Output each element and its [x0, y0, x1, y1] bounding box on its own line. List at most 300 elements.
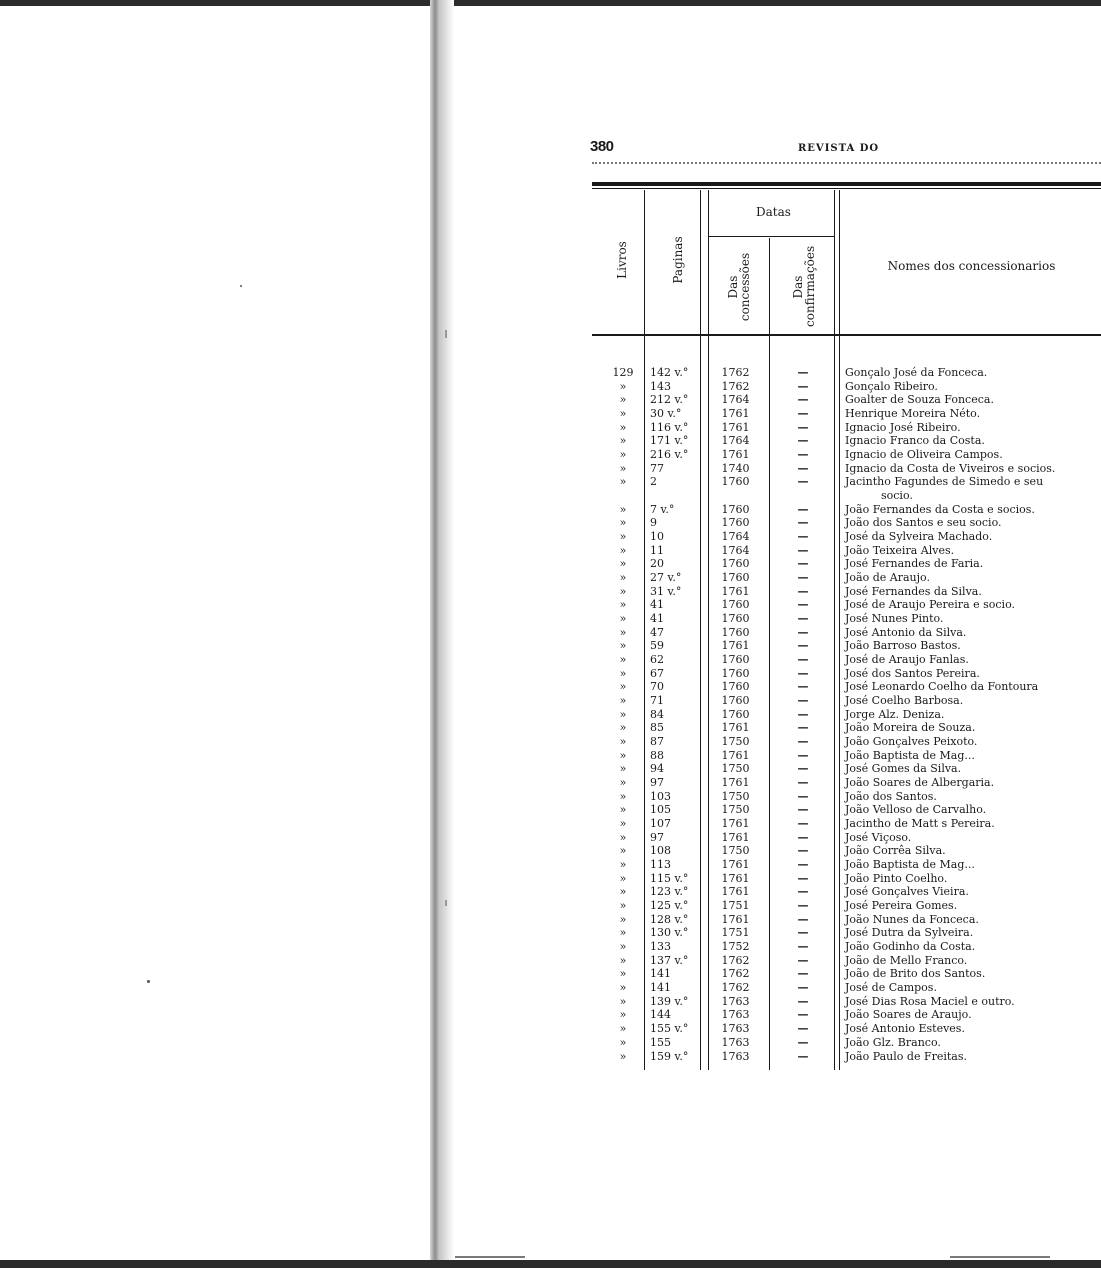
- cell-nome: João Velloso de Carvalho.: [845, 803, 987, 817]
- cell-concessao: 1761: [721, 420, 750, 434]
- cell-livro: »: [619, 598, 627, 612]
- cell-concessao: 1761: [721, 639, 750, 653]
- cell-pagina: 77: [650, 461, 664, 475]
- cell-concessao: 1762: [721, 981, 750, 995]
- cell-livro: »: [619, 584, 627, 598]
- cell-livro: »: [619, 721, 627, 735]
- cell-concessao: 1740: [721, 461, 750, 475]
- cell-pagina: 143: [650, 379, 671, 393]
- cell-confirmacao: —: [797, 530, 809, 544]
- cell-confirmacao: —: [797, 625, 809, 639]
- cell-concessao: 1761: [721, 817, 750, 831]
- table-row: [592, 926, 1101, 940]
- cell-confirmacao: —: [797, 967, 809, 981]
- cell-pagina: 97: [650, 830, 664, 844]
- cell-pagina: 142 v.°: [650, 366, 689, 379]
- table-row: [592, 831, 1101, 845]
- cell-livro: »: [619, 953, 627, 967]
- cell-concessao: 1761: [721, 776, 750, 790]
- cell-confirmacao: —: [797, 680, 809, 694]
- table-row: [592, 858, 1101, 872]
- cell-concessao: 1762: [721, 953, 750, 967]
- cell-concessao: 1764: [721, 530, 750, 544]
- cell-livro: »: [619, 1008, 627, 1022]
- cell-concessao: 1761: [721, 748, 750, 762]
- cell-concessao: 1763: [721, 1049, 750, 1063]
- cell-livro: »: [619, 448, 627, 462]
- cell-nome: João Fernandes da Costa e socios.: [845, 502, 1035, 516]
- cell-nome: José de Araujo Fanlas.: [845, 653, 969, 667]
- table-row: [592, 967, 1101, 981]
- cell-nome: José Gomes da Silva.: [845, 762, 962, 776]
- cell-pagina: 107: [650, 817, 671, 831]
- cell-confirmacao: —: [797, 653, 809, 667]
- cell-livro: »: [619, 830, 627, 844]
- cell-livro: »: [619, 981, 627, 995]
- cell-confirmacao: —: [797, 666, 809, 680]
- cell-livro: »: [619, 461, 627, 475]
- cell-nome: José da Sylveira Machado.: [845, 530, 993, 544]
- cell-confirmacao: —: [797, 557, 809, 571]
- datas-subrule: [708, 236, 834, 237]
- cell-livro: »: [619, 789, 627, 803]
- header-nomes: Nomes dos concessionarios: [887, 259, 1056, 273]
- cell-pagina: 31 v.°: [650, 584, 682, 598]
- table-row: [592, 434, 1101, 448]
- header-datas: Datas: [756, 205, 791, 219]
- cell-confirmacao: —: [797, 1049, 809, 1063]
- cell-nome: João Glz. Branco.: [845, 1035, 941, 1049]
- table-top-rule: [592, 182, 1101, 186]
- cell-pagina: 7 v.°: [650, 502, 675, 516]
- cell-confirmacao: —: [797, 762, 809, 776]
- table-row: [592, 366, 1101, 380]
- table-row: [592, 844, 1101, 858]
- cell-confirmacao: —: [797, 817, 809, 831]
- cell-nome: Ignacio José Ribeiro.: [845, 420, 961, 434]
- cell-nome: José dos Santos Pereira.: [845, 666, 980, 680]
- cell-confirmacao: —: [797, 858, 809, 872]
- cell-pagina: 212 v.°: [650, 393, 689, 407]
- cell-confirmacao: —: [797, 776, 809, 790]
- cell-confirmacao: —: [797, 612, 809, 626]
- table-row: [592, 421, 1101, 435]
- cell-confirmacao: —: [797, 639, 809, 653]
- table-row: [592, 516, 1101, 530]
- cell-concessao: 1760: [721, 475, 750, 489]
- cell-pagina: 103: [650, 789, 671, 803]
- cell-concessao: 1750: [721, 803, 750, 817]
- cell-pagina: 116 v.°: [650, 420, 689, 434]
- table-row: [592, 503, 1101, 517]
- cell-pagina: 216 v.°: [650, 448, 689, 462]
- cell-pagina: 70: [650, 680, 664, 694]
- table-row: [592, 557, 1101, 571]
- cell-confirmacao: —: [797, 789, 809, 803]
- cell-nome: Jacintho de Matt s Pereira.: [845, 817, 995, 831]
- cell-nome: José Viçoso.: [845, 830, 912, 844]
- cell-nome: José de Campos.: [845, 981, 937, 995]
- table-row: [592, 667, 1101, 681]
- cell-concessao: 1750: [721, 789, 750, 803]
- cell-concessao: 1760: [721, 516, 750, 530]
- cell-nome: Jacintho Fagundes de Simedo e seu: [845, 475, 1044, 489]
- cell-confirmacao: —: [797, 1022, 809, 1036]
- cell-confirmacao: —: [797, 434, 809, 448]
- cell-confirmacao: —: [797, 885, 809, 899]
- cell-livro: »: [619, 844, 627, 858]
- table-row: [592, 380, 1101, 394]
- cell-pagina: 11: [650, 543, 664, 557]
- cell-confirmacao: —: [797, 844, 809, 858]
- cell-livro: 129: [612, 366, 634, 379]
- cell-livro: »: [619, 516, 627, 530]
- cell-pagina: 2: [650, 475, 657, 489]
- cell-nome: Gonçalo José da Fonceca.: [845, 366, 988, 379]
- cell-pagina: 20: [650, 557, 664, 571]
- cell-livro: »: [619, 1022, 627, 1036]
- cell-pagina: 59: [650, 639, 664, 653]
- cell-confirmacao: —: [797, 912, 809, 926]
- cell-pagina: 41: [650, 612, 664, 626]
- cell-nome: João de Araujo.: [845, 571, 930, 585]
- cell-confirmacao: —: [797, 981, 809, 995]
- table-row: [592, 393, 1101, 407]
- cell-nome: João Barroso Bastos.: [845, 639, 961, 653]
- cell-confirmacao: —: [797, 926, 809, 940]
- cell-confirmacao: —: [797, 940, 809, 954]
- cell-livro: »: [619, 912, 627, 926]
- scan-bottom-edge: [0, 1260, 1101, 1268]
- cell-concessao: 1760: [721, 694, 750, 708]
- cell-concessao: 1764: [721, 393, 750, 407]
- table-row: [592, 885, 1101, 899]
- cell-pagina: 67: [650, 666, 664, 680]
- cell-pagina: 141: [650, 967, 671, 981]
- cell-livro: »: [619, 762, 627, 776]
- cell-pagina: 88: [650, 748, 664, 762]
- cell-confirmacao: —: [797, 994, 809, 1008]
- bottom-mark: [455, 1256, 525, 1258]
- table-row: [592, 462, 1101, 476]
- cell-confirmacao: —: [797, 502, 809, 516]
- cell-nome: José Fernandes de Faria.: [845, 557, 984, 571]
- cell-pagina: 159 v.°: [650, 1049, 689, 1063]
- cell-livro: »: [619, 653, 627, 667]
- table-row: [592, 571, 1101, 585]
- cell-nome: José Antonio da Silva.: [845, 625, 967, 639]
- cell-livro: »: [619, 680, 627, 694]
- cell-concessao: 1751: [721, 926, 750, 940]
- cell-concessao: 1760: [721, 571, 750, 585]
- cell-livro: »: [619, 407, 627, 420]
- cell-confirmacao: —: [797, 953, 809, 967]
- cell-concessao: 1760: [721, 680, 750, 694]
- cell-confirmacao: —: [797, 735, 809, 749]
- cell-nome: João Soares de Araujo.: [845, 1008, 972, 1022]
- cell-concessao: 1750: [721, 735, 750, 749]
- cell-concessao: 1760: [721, 625, 750, 639]
- cell-nome: José Coelho Barbosa.: [845, 694, 964, 708]
- cell-pagina: 137 v.°: [650, 953, 689, 967]
- cell-nome: José Antonio Esteves.: [845, 1022, 965, 1036]
- cell-nome-continuation: socio.: [881, 489, 913, 503]
- cell-nome: José Gonçalves Vieira.: [845, 885, 969, 899]
- cell-confirmacao: —: [797, 420, 809, 434]
- cell-pagina: 123 v.°: [650, 885, 689, 899]
- cell-nome: João Teixeira Alves.: [845, 543, 955, 557]
- cell-pagina: 85: [650, 721, 664, 735]
- table-row: [592, 530, 1101, 544]
- cell-confirmacao: —: [797, 1008, 809, 1022]
- cell-concessao: 1761: [721, 407, 750, 420]
- table-row: [592, 598, 1101, 612]
- header-livros: Livros: [615, 241, 629, 279]
- cell-livro: »: [619, 557, 627, 571]
- cell-livro: »: [619, 707, 627, 721]
- book-gutter: [430, 0, 440, 1268]
- cell-livro: »: [619, 612, 627, 626]
- cell-nome: Ignacio de Oliveira Campos.: [845, 448, 1003, 462]
- table-row: [592, 776, 1101, 790]
- cell-livro: »: [619, 940, 627, 954]
- cell-concessao: 1761: [721, 584, 750, 598]
- table-row: [592, 639, 1101, 653]
- cell-livro: »: [619, 434, 627, 448]
- cell-nome: Gonçalo Ribeiro.: [845, 379, 938, 393]
- cell-livro: »: [619, 994, 627, 1008]
- cell-concessao: 1761: [721, 871, 750, 885]
- table-row: [592, 708, 1101, 722]
- cell-pagina: 115 v.°: [650, 871, 689, 885]
- table-row: [592, 1050, 1101, 1064]
- cell-confirmacao: —: [797, 1035, 809, 1049]
- cell-confirmacao: —: [797, 366, 809, 379]
- cell-livro: »: [619, 393, 627, 407]
- cell-concessao: 1760: [721, 653, 750, 667]
- table-row: [592, 913, 1101, 927]
- cell-confirmacao: —: [797, 543, 809, 557]
- cell-concessao: 1760: [721, 502, 750, 516]
- cell-livro: »: [619, 625, 627, 639]
- cell-livro: »: [619, 899, 627, 913]
- cell-livro: »: [619, 967, 627, 981]
- cell-livro: »: [619, 694, 627, 708]
- cell-livro: »: [619, 776, 627, 790]
- header-das-concessoes: Das concessões: [726, 252, 752, 322]
- cell-confirmacao: —: [797, 448, 809, 462]
- table-row: [592, 899, 1101, 913]
- cell-pagina: 27 v.°: [650, 571, 682, 585]
- header-bottom-rule: [592, 334, 1101, 336]
- cell-livro: »: [619, 1049, 627, 1063]
- cell-confirmacao: —: [797, 803, 809, 817]
- speck: [147, 980, 150, 983]
- cell-confirmacao: —: [797, 871, 809, 885]
- cell-confirmacao: —: [797, 721, 809, 735]
- cell-nome: José de Araujo Pereira e socio.: [845, 598, 1016, 612]
- cell-nome: João Moreira de Souza.: [845, 721, 976, 735]
- table-row: [592, 749, 1101, 763]
- cell-livro: »: [619, 817, 627, 831]
- page-number: 380: [590, 138, 614, 155]
- cell-pagina: 155: [650, 1035, 671, 1049]
- cell-nome: Ignacio da Costa de Viveiros e socios.: [845, 461, 1056, 475]
- table-row: [592, 803, 1101, 817]
- table-row: [592, 762, 1101, 776]
- cell-nome: João Soares de Albergaria.: [845, 776, 995, 790]
- cell-nome: José Pereira Gomes.: [845, 899, 958, 913]
- table-row: [592, 585, 1101, 599]
- table-row: [592, 612, 1101, 626]
- cell-nome: José Dutra da Sylveira.: [845, 926, 974, 940]
- cell-livro: »: [619, 530, 627, 544]
- header-das-confirmacoes: Das confirmações: [791, 245, 817, 327]
- cell-pagina: 94: [650, 762, 664, 776]
- table-row: [592, 1022, 1101, 1036]
- table-row: [592, 653, 1101, 667]
- running-head: REVISTA DO: [798, 143, 880, 154]
- cell-concessao: 1760: [721, 598, 750, 612]
- cell-pagina: 125 v.°: [650, 899, 689, 913]
- cell-concessao: 1750: [721, 844, 750, 858]
- cell-confirmacao: —: [797, 475, 809, 489]
- cell-concessao: 1762: [721, 366, 750, 379]
- cell-pagina: 108: [650, 844, 671, 858]
- cell-concessao: 1750: [721, 762, 750, 776]
- cell-concessao: 1763: [721, 1022, 750, 1036]
- cell-pagina: 84: [650, 707, 664, 721]
- cell-livro: »: [619, 571, 627, 585]
- blank-left-page: [0, 6, 430, 1260]
- table-row: [592, 694, 1101, 708]
- table-row: [592, 872, 1101, 886]
- table-row: [592, 1008, 1101, 1022]
- cell-livro: »: [619, 871, 627, 885]
- cell-livro: »: [619, 666, 627, 680]
- table-row: [592, 954, 1101, 968]
- cell-nome: José Leonardo Coelho da Fontoura: [845, 680, 1039, 694]
- cell-nome: João dos Santos e seu socio.: [845, 516, 1002, 530]
- cell-confirmacao: —: [797, 407, 809, 420]
- cell-livro: »: [619, 885, 627, 899]
- speck: [445, 900, 447, 906]
- table-row: [592, 475, 1101, 489]
- cell-confirmacao: —: [797, 899, 809, 913]
- cell-concessao: 1761: [721, 830, 750, 844]
- table-row: [592, 981, 1101, 995]
- cell-pagina: 141: [650, 981, 671, 995]
- cell-nome: João Godinho da Costa.: [845, 940, 976, 954]
- table-row: [592, 940, 1101, 954]
- cell-pagina: 105: [650, 803, 671, 817]
- cell-concessao: 1764: [721, 434, 750, 448]
- table-row: [592, 721, 1101, 735]
- cell-pagina: 10: [650, 530, 664, 544]
- cell-livro: »: [619, 543, 627, 557]
- gutter-shadow: [440, 0, 454, 1268]
- cell-pagina: 171 v.°: [650, 434, 689, 448]
- cell-pagina: 155 v.°: [650, 1022, 689, 1036]
- cell-concessao: 1760: [721, 557, 750, 571]
- table-row: [592, 626, 1101, 640]
- cell-livro: »: [619, 475, 627, 489]
- cell-pagina: 128 v.°: [650, 912, 689, 926]
- cell-pagina: 139 v.°: [650, 994, 689, 1008]
- cell-nome: João Nunes da Fonceca.: [845, 912, 979, 926]
- cell-livro: »: [619, 926, 627, 940]
- cell-concessao: 1752: [721, 940, 750, 954]
- cell-livro: »: [619, 858, 627, 872]
- header-rule: [592, 160, 1101, 164]
- table-top-rule-thin: [592, 188, 1101, 189]
- cell-concessao: 1761: [721, 448, 750, 462]
- cell-confirmacao: —: [797, 707, 809, 721]
- cell-nome: João Paulo de Freitas.: [845, 1049, 967, 1063]
- cell-nome: João Corrêa Silva.: [845, 844, 946, 858]
- cell-nome: Henrique Moreira Néto.: [845, 407, 981, 420]
- cell-nome: João Baptista de Mag...: [845, 748, 975, 762]
- cell-livro: »: [619, 1035, 627, 1049]
- cell-concessao: 1751: [721, 899, 750, 913]
- table-row: [592, 407, 1101, 421]
- table-row: [592, 735, 1101, 749]
- cell-confirmacao: —: [797, 748, 809, 762]
- cell-pagina: 30 v.°: [650, 407, 682, 420]
- cell-pagina: 113: [650, 858, 671, 872]
- cell-nome: José Dias Rosa Maciel e outro.: [845, 994, 1015, 1008]
- bottom-mark: [950, 1256, 1050, 1258]
- cell-pagina: 41: [650, 598, 664, 612]
- cell-pagina: 47: [650, 625, 664, 639]
- cell-livro: »: [619, 748, 627, 762]
- table-row: [592, 680, 1101, 694]
- cell-pagina: 87: [650, 735, 664, 749]
- cell-concessao: 1761: [721, 721, 750, 735]
- cell-concessao: 1764: [721, 543, 750, 557]
- cell-concessao: 1760: [721, 666, 750, 680]
- cell-pagina: 62: [650, 653, 664, 667]
- cell-livro: »: [619, 639, 627, 653]
- cell-nome: José Fernandes da Silva.: [845, 584, 982, 598]
- cell-nome: João Gonçalves Peixoto.: [845, 735, 978, 749]
- cell-confirmacao: —: [797, 393, 809, 407]
- cell-concessao: 1760: [721, 707, 750, 721]
- cell-nome: José Nunes Pinto.: [845, 612, 944, 626]
- cell-nome: João Baptista de Mag...: [845, 858, 975, 872]
- cell-confirmacao: —: [797, 571, 809, 585]
- cell-concessao: 1761: [721, 885, 750, 899]
- table-row: [592, 448, 1101, 462]
- cell-confirmacao: —: [797, 830, 809, 844]
- table-row: [592, 544, 1101, 558]
- speck: [445, 330, 447, 338]
- cell-confirmacao: —: [797, 598, 809, 612]
- cell-nome: Ignacio Franco da Costa.: [845, 434, 985, 448]
- cell-concessao: 1762: [721, 967, 750, 981]
- cell-nome: João de Brito dos Santos.: [845, 967, 986, 981]
- cell-concessao: 1763: [721, 994, 750, 1008]
- table-row: [592, 995, 1101, 1009]
- table-row: [592, 790, 1101, 804]
- cell-nome: Jorge Alz. Deniza.: [845, 707, 945, 721]
- cell-pagina: 71: [650, 694, 664, 708]
- cell-confirmacao: —: [797, 584, 809, 598]
- header-paginas: Paginas: [671, 236, 685, 284]
- cell-livro: »: [619, 803, 627, 817]
- cell-nome: Goalter de Souza Fonceca.: [845, 393, 994, 407]
- cell-concessao: 1762: [721, 379, 750, 393]
